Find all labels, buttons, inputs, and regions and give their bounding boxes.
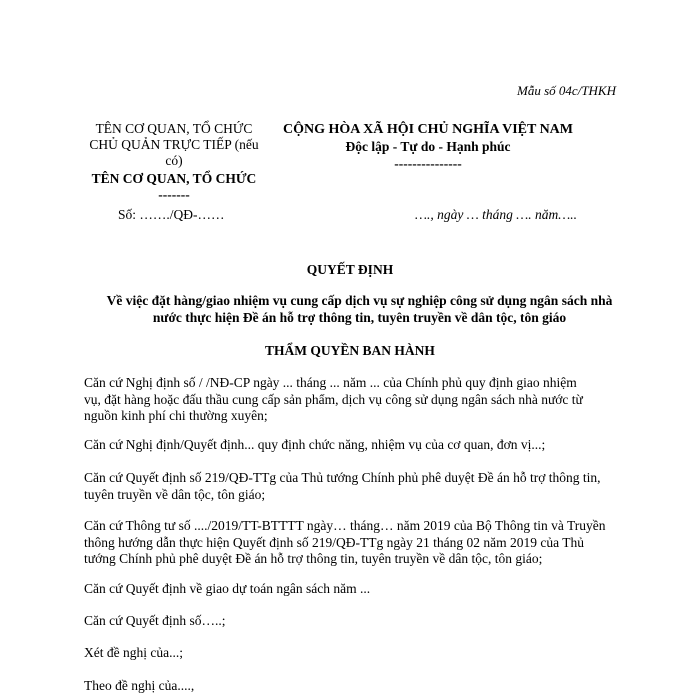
national-header [268,121,588,172]
place-date-line: …., ngày … tháng …. năm….. [415,207,578,222]
subject-line-2: nước thực hiện Đề án hỗ trợ thông tin, tuyên truyền về dân tộc, tôn giáo [152,310,567,325]
paragraph-line: Theo đề nghị của...., [84,678,195,693]
legal-basis-paragraph [84,613,632,630]
issuing-agency-header [80,121,268,203]
parent-agency-line-2: CHỦ QUẢN TRỰC TIẾP (nếu [89,137,259,152]
paragraph-line: Căn cứ Quyết định về giao dự toán ngân sách năm ... [84,581,371,596]
paragraph-line: Xét đề nghị của...; [84,645,183,660]
legal-basis-paragraph [84,470,632,503]
proposal-paragraph [84,678,632,695]
parent-agency-line-1: TÊN CƠ QUAN, TỔ CHỨC [95,121,253,136]
subject-line-1: Về việc đặt hàng/giao nhiệm vụ cung cấp dịch vụ sự nghiệp công sử dụng ngân sách nhà [106,293,613,308]
paragraph-line: Căn cứ Quyết định số 219/QĐ-TTg của Thủ tướng Chính phủ phê duyệt Đề án hỗ trợ thông tin, [84,470,601,485]
paragraph-line: tướng Chính phủ phê duyệt Đề án hỗ trợ thông tin, tuyên truyền về dân tộc, tôn giáo; [84,551,543,566]
document-subject [92,292,627,326]
national-motto: Độc lập - Tự do - Hạnh phúc [345,139,511,154]
parent-agency-line-3: có) [165,153,183,168]
nation-name: CỘNG HÒA XÃ HỘI CHỦ NGHĨA VIỆT NAM [282,122,573,137]
paragraph-line: Căn cứ Nghị định/Quyết định... quy định chức năng, nhiệm vụ của cơ quan, đơn vị...; [84,437,546,452]
paragraph-line: nguồn kinh phí chi thường xuyên; [84,408,268,423]
issuing-authority: THẨM QUYỀN BAN HÀNH [265,343,435,358]
paragraph-line: vụ, đặt hàng hoặc đấu thầu cung cấp sản phẩm, dịch vụ công sử dụng ngân sách nhà nước từ [84,391,583,407]
agency-divider: ------- [158,187,190,202]
decision-number: Số: ……./QĐ-…… [118,207,225,222]
paragraph-line: thông hướng dẫn thực hiện Quyết định số 219/QĐ-TTg ngày 21 tháng 02 năm 2019 của Thủ [84,534,584,550]
paragraph-line: Căn cứ Nghị định số / /NĐ-CP ngày ... tháng ... năm ... của Chính phủ quy định giao nhiệm [84,375,577,390]
legal-basis-paragraph [84,375,632,425]
motto-divider: --------------- [394,156,462,171]
paragraph-line: tuyên truyền về dân tộc, tôn giáo; [84,486,266,502]
paragraph-line: Căn cứ Quyết định số…..; [84,613,226,628]
document-title: QUYẾT ĐỊNH [306,262,394,277]
legal-basis-paragraph [84,581,632,598]
form-code: Mẫu số 04c/THKH [517,83,616,98]
agency-name: TÊN CƠ QUAN, TỔ CHỨC [91,171,257,186]
proposal-paragraph [84,645,632,662]
legal-basis-paragraph [84,518,632,568]
paragraph-line: Căn cứ Thông tư số ..../2019/TT-BTTTT ngày… tháng… năm 2019 của Bộ Thông tin và Truyền [84,518,606,533]
legal-basis-paragraph [84,437,632,454]
